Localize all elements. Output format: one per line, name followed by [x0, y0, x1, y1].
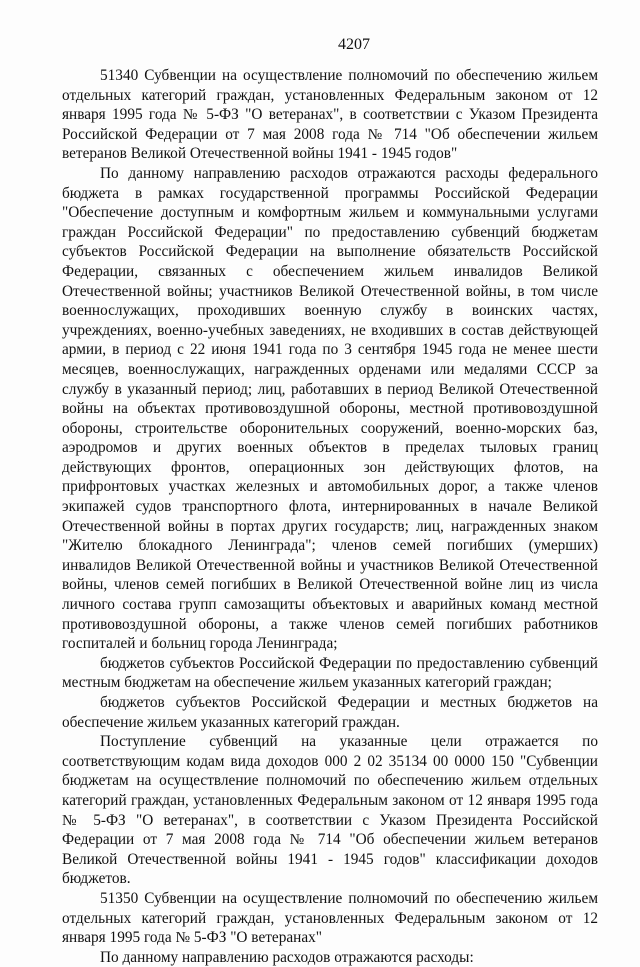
paragraph-expenses-description: По данному направлению расходов отражаются расходы федерального бюджета в рамках государственной программы Российской Федерации "Обеспечение доступным и комфортным жильем и коммунальными услугами граждан Российской Федерации" по предоставлению субвенций бюджетам субъектов Российской Федерации на выполнение обязательств Российской Федерации, связанных с обеспечением жильем инвалидов Великой Отечественной войны; участников Великой Отечественной войны, в том числе военнослужащих, проходивших военную службу в воинских частях, учреждениях, военно-учебных заведениях, не входивших в состав действующей армии, в период с 22 июня 1941 года по 3 сентября 1945 года не менее шести месяцев, военнослужащих, награжденных орденами или медалями СССР за службу в указанный период; лиц, работавших в период Великой Отечественной войны на объектах противовоздушной обороны, местной противовоздушной обороны, строительстве оборонительных сооружений, военно-морских баз, аэродромов и других военных объектов в пределах тыловых границ действующих фронтов, операционных зон действующих флотов, на прифронтовых участках железных и автомобильных дорог, а также членов экипажей судов транспортного флота, интернированных в начале Великой Отечественной войны в портах других государств; лиц, награжденных знаком "Жителю блокадного Ленинграда"; членов семей погибших (умерших) инвалидов Великой Отечественной войны и участников Великой Отечественной войны, членов семей погибших в Великой Отечественной войне лиц из числа личного состава групп самозащиты объектовых и аварийных команд местной противовоздушной обороны, а также членов семей погибших работников госпиталей и больниц города Ленинграда; [62, 164, 598, 653]
paragraph-regional-local-budgets: бюджетов субъектов Российской Федерации и местных бюджетов на обеспечение жильем указанных категорий граждан. [62, 694, 598, 731]
section-heading-51340: 51340 Субвенции на осуществление полномочий по обеспечению жильем отдельных категорий граждан, установленных Федеральным законом от 12 января 1995 года № 5-ФЗ "О ветеранах", в соответствии с Указом Президента Российской Федерации от 7 мая 2008 года № 714 "Об обеспечении жильем ветеранов Великой Отечественной войны 1941 - 1945 годов" [62, 67, 598, 163]
section-heading-51350: 51350 Субвенции на осуществление полномочий по обеспечению жильем отдельных категорий граждан, установленных Федеральным законом от 12 января 1995 года № 5-ФЗ "О ветеранах" [62, 889, 598, 947]
paragraph-income-codes: Поступление субвенций на указанные цели отражается по соответствующим кодам вида доходов 000 2 02 35134 00 0000 150 "Субвенции бюджетам на осуществление полномочий по обеспечению жильем отдельных категорий граждан, установленных Федеральным законом от 12 января 1995 года № 5-ФЗ "О ветеранах", в соответствии с Указом Президента Российской Федерации от 7 мая 2008 года № 714 "Об обеспечении жильем ветеранов Великой Отечественной войны 1941 - 1945 годов" классификации доходов бюджетов. [62, 733, 598, 888]
paragraph-regional-budgets: бюджетов субъектов Российской Федерации по предоставлению субвенций местным бюджетам на обеспечение жильем указанных категорий граждан; [62, 654, 598, 692]
paragraph-expenses-intro: По данному направлению расходов отражаются расходы: [100, 948, 474, 966]
page-number: 4207 [338, 36, 370, 53]
